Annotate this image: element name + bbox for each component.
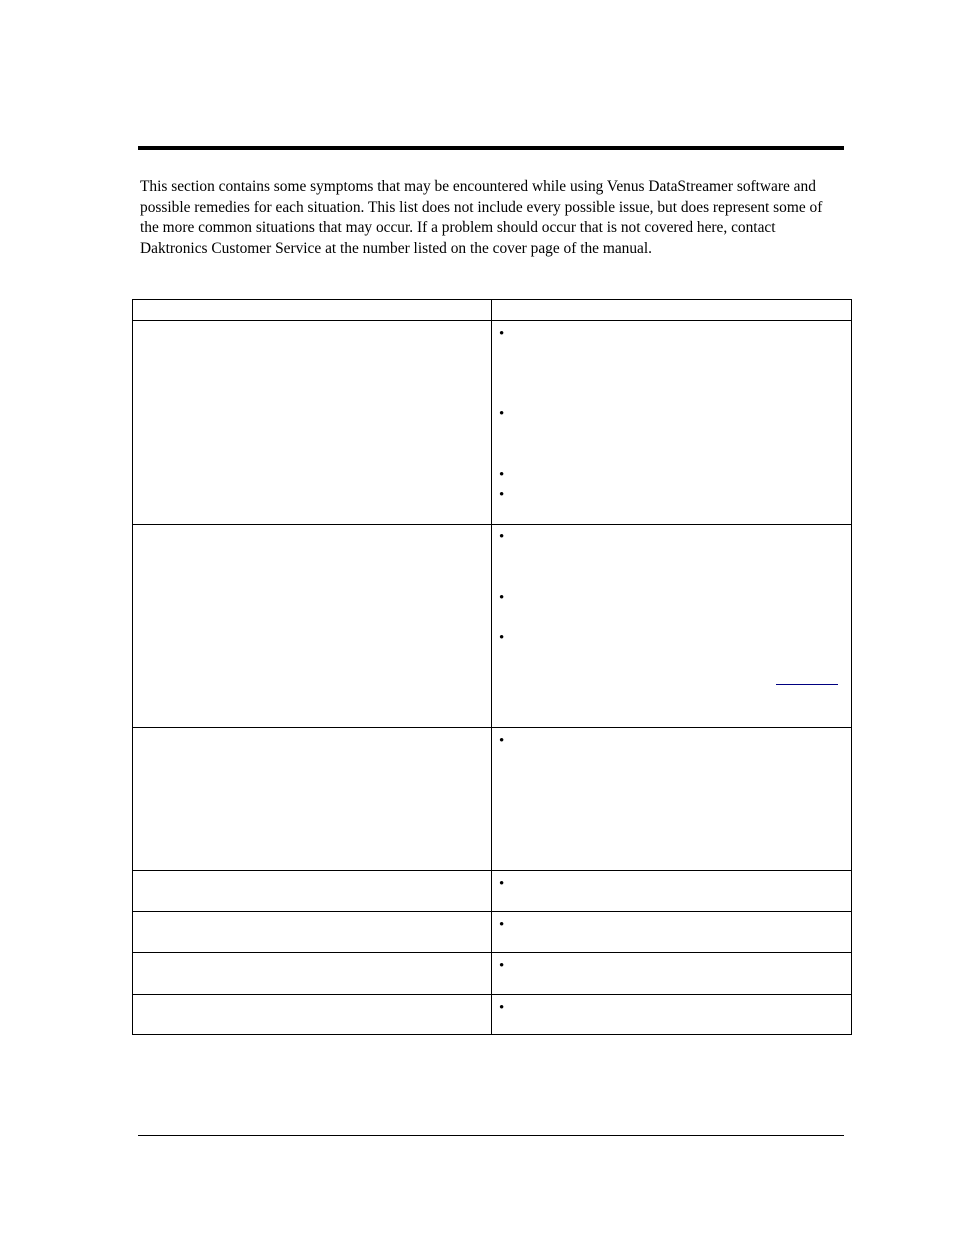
problem-cell (133, 871, 492, 912)
solution-cell (492, 525, 852, 728)
problem-cell (133, 525, 492, 728)
bullet-glyph: • (499, 733, 505, 749)
bullet-glyph: • (499, 406, 505, 422)
table-row (133, 995, 852, 1035)
bullet-glyph: • (499, 917, 505, 933)
bullet-glyph: • (499, 590, 505, 606)
solution-cell (492, 871, 852, 912)
header-cell-problem (133, 300, 492, 321)
troubleshooting-table (132, 299, 852, 1035)
bullet-glyph: • (499, 326, 505, 342)
table-row (133, 321, 852, 525)
problem-cell (133, 321, 492, 525)
problem-cell (133, 912, 492, 953)
bullet-glyph: • (499, 467, 505, 483)
table-header-row (133, 300, 852, 321)
solution-cell (492, 321, 852, 525)
table-row (133, 728, 852, 871)
table-row (133, 953, 852, 995)
bullet-glyph: • (499, 876, 505, 892)
footer-rule (138, 1135, 844, 1136)
solution-cell (492, 953, 852, 995)
hyperlink-underline[interactable] (776, 684, 838, 685)
intro-paragraph: This section contains some symptoms that may be encountered while using Venus DataStreamer software and possible remedies for each situation. This list does not include every possible issue, but does represent some of the more common situations that may occur. If a problem should occur that is not covered here, contact Daktronics Customer Service at the number listed on the cover page of the manual. (140, 178, 823, 257)
section-header-rule (138, 146, 844, 150)
problem-cell (133, 995, 492, 1035)
table-row (133, 525, 852, 728)
table-row (133, 912, 852, 953)
solution-cell (492, 912, 852, 953)
bullet-glyph: • (499, 630, 505, 646)
bullet-glyph: • (499, 529, 505, 545)
bullet-glyph: • (499, 1000, 505, 1016)
bullet-glyph: • (499, 958, 505, 974)
solution-cell (492, 995, 852, 1035)
solution-cell (492, 728, 852, 871)
bullet-glyph: • (499, 487, 505, 503)
table-row (133, 871, 852, 912)
header-cell-solution (492, 300, 852, 321)
problem-cell (133, 953, 492, 995)
problem-cell (133, 728, 492, 871)
